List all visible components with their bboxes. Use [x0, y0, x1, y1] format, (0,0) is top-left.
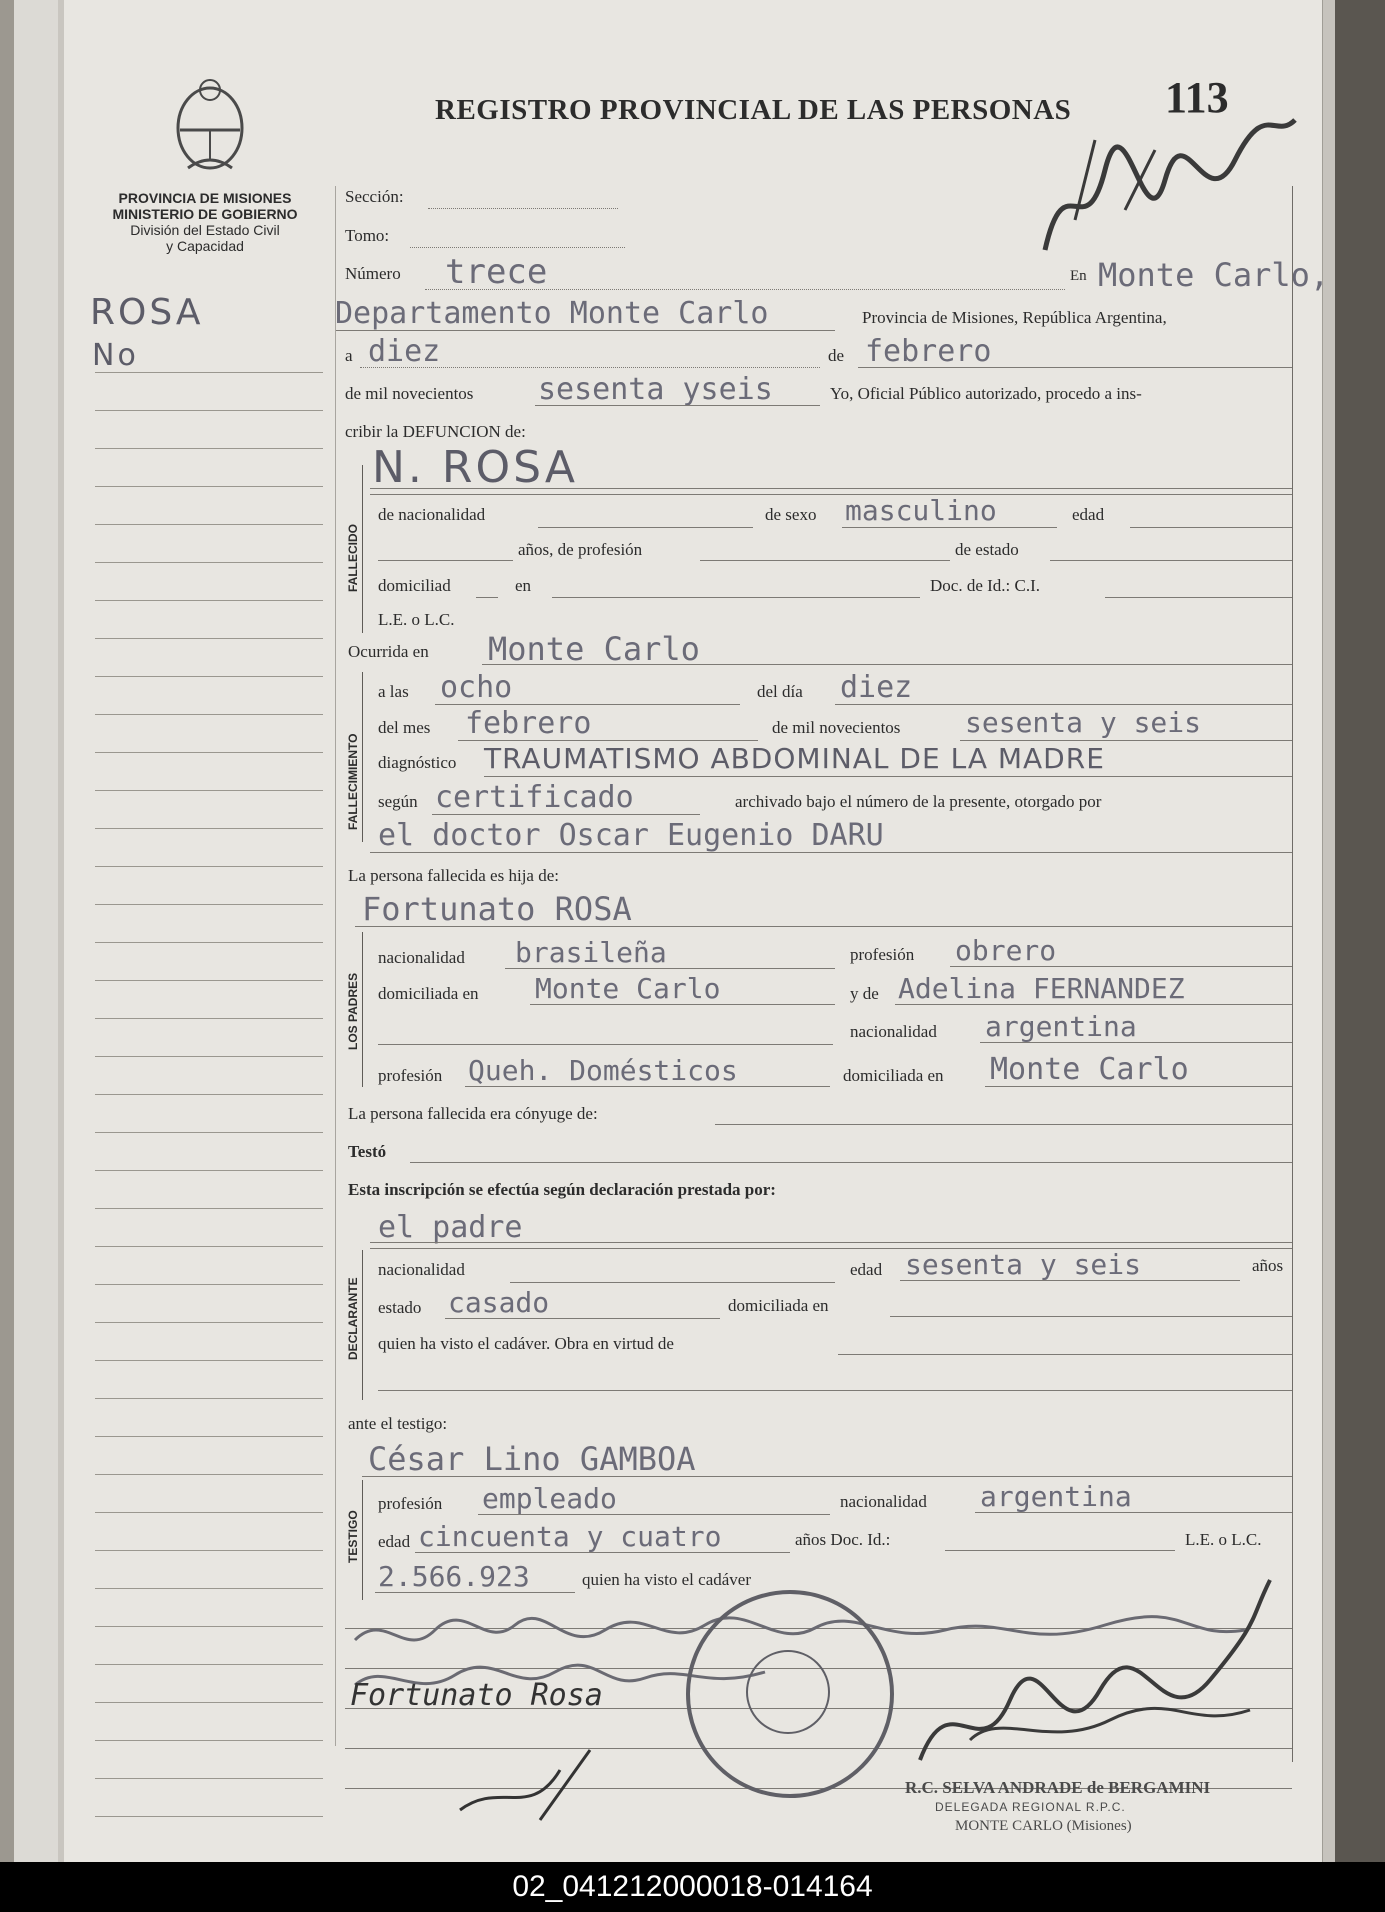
- label-de-estado: de estado: [955, 540, 1019, 559]
- label-domiciliada-madre: domiciliada en: [843, 1066, 944, 1085]
- value-departamento: Departamento Monte Carlo: [335, 296, 769, 331]
- label-cribir: cribir la DEFUNCION de:: [345, 422, 526, 441]
- margin-ruled-line: [95, 1360, 323, 1361]
- page-number: 113: [1165, 73, 1229, 122]
- margin-ruled-line: [95, 942, 323, 943]
- margin-ruled-line: [95, 1094, 323, 1095]
- value-testigo: César Lino GAMBOA: [368, 1440, 696, 1478]
- fallecido-bracket: [362, 465, 363, 633]
- segun-line: [432, 814, 700, 815]
- label-ocurrida-en: Ocurrida en: [348, 642, 429, 661]
- label-nacionalidad-padre: nacionalidad: [378, 948, 465, 967]
- margin-ruled-line: [95, 1626, 323, 1627]
- value-diagnostico: TRAUMATISMO ABDOMINAL DE LA MADRE: [484, 742, 1105, 775]
- label-domiciliada-padre: domiciliada en: [378, 984, 479, 1003]
- nacionalidad-testigo-line: [975, 1512, 1292, 1513]
- value-nombre-fallecido: N. ROSA: [372, 442, 578, 493]
- departamento-line: [335, 330, 835, 331]
- margin-ruled-line: [95, 980, 323, 981]
- label-de-sexo: de sexo: [765, 505, 817, 524]
- label-del-dia: del día: [757, 682, 803, 701]
- label-edad-testigo: edad: [378, 1532, 411, 1551]
- label-quien-visto: quien ha visto el cadáver. Obra en virtud de: [378, 1334, 674, 1353]
- label-anos-declarante: años: [1252, 1256, 1284, 1275]
- domicilio-line: [552, 597, 920, 598]
- margin-ruled-line: [95, 1702, 323, 1703]
- label-oficial: Yo, Oficial Público autorizado, procedo a ins-: [830, 384, 1142, 403]
- label-le-lc: L.E. o L.C.: [378, 610, 455, 629]
- label-le-lc-testigo: L.E. o L.C.: [1185, 1530, 1262, 1549]
- fallecido-section-label: FALLECIDO: [346, 524, 360, 592]
- department-province: PROVINCIA DE MISIONES: [118, 190, 292, 206]
- department-capacity: y Capacidad: [166, 238, 244, 254]
- page-gutter: [58, 0, 64, 1862]
- right-margin-rule: [1292, 186, 1293, 1762]
- label-ante-testigo: ante el testigo:: [348, 1414, 448, 1433]
- label-nacionalidad-madre: nacionalidad: [850, 1022, 937, 1041]
- label-edad-declarante: edad: [850, 1260, 883, 1279]
- diagnostico-line: [484, 776, 1292, 777]
- label-edad: edad: [1072, 505, 1105, 524]
- label-del-mes: del mes: [378, 718, 431, 737]
- numero-line: [425, 289, 1065, 290]
- value-profesion-madre: Queh. Domésticos: [468, 1054, 738, 1087]
- dia-line: [360, 367, 820, 368]
- declarante-line: [370, 1242, 1292, 1243]
- mes-line: [858, 367, 1292, 368]
- book-binding-edge: [0, 0, 14, 1862]
- declarante-bracket: [362, 1250, 363, 1400]
- registrar-signature-top: [1035, 100, 1305, 260]
- value-firma-declarante: Fortunato Rosa: [350, 1678, 603, 1713]
- value-edad-declarante: sesenta y seis: [905, 1248, 1142, 1281]
- margin-ruled-line: [95, 1398, 323, 1399]
- profesion-testigo-line: [478, 1514, 830, 1515]
- label-archivado: archivado bajo el número de la presente, otorgado por: [735, 792, 1102, 811]
- value-nacionalidad-padre: brasileña: [515, 936, 667, 969]
- estado-declarante-line: [445, 1318, 720, 1319]
- witness-signature: [440, 1740, 640, 1830]
- value-anio: sesenta yseis: [538, 372, 773, 407]
- margin-ruled-line: [95, 904, 323, 905]
- value-medico: el doctor Oscar Eugenio DARU: [378, 818, 884, 853]
- fallecimiento-bracket: [362, 672, 363, 842]
- margin-ruled-line: [95, 866, 323, 867]
- margin-ruled-line: [95, 828, 323, 829]
- label-nacionalidad-testigo: nacionalidad: [840, 1492, 927, 1511]
- label-de-mil: de mil novecientos: [345, 384, 474, 403]
- margin-ruled-line: [95, 1664, 323, 1665]
- padres-extra-line: [378, 1044, 833, 1045]
- margin-ruled-line: [95, 1208, 323, 1209]
- testigo-section-label: TESTIGO: [346, 1510, 360, 1563]
- profesion-padre-line: [950, 966, 1292, 967]
- anio-fallecimiento-line: [960, 740, 1292, 741]
- value-estado-declarante: casado: [448, 1286, 550, 1319]
- margin-ruled-line: [95, 1018, 323, 1019]
- official-seal-center: [746, 1650, 830, 1734]
- label-tomo: Tomo:: [345, 226, 390, 245]
- medico-line: [370, 852, 1292, 853]
- label-provincia: Provincia de Misiones, República Argentina,: [862, 308, 1167, 327]
- label-domiciliada-declarante: domiciliada en: [728, 1296, 829, 1315]
- label-a-las: a las: [378, 682, 409, 701]
- nacionalidad-madre-line: [980, 1042, 1292, 1043]
- label-conyuge: La persona fallecida era cónyuge de:: [348, 1104, 598, 1123]
- margin-ruled-line: [95, 1170, 323, 1171]
- value-domicilio-madre: Monte Carlo: [990, 1052, 1189, 1087]
- label-profesion-madre: profesión: [378, 1066, 443, 1085]
- label-profesion-padre: profesión: [850, 945, 915, 964]
- value-segun: certificado: [435, 780, 634, 815]
- margin-ruled-line: [95, 372, 323, 373]
- margin-ruled-line: [95, 676, 323, 677]
- nombre-line: [370, 488, 1292, 489]
- domicilio-padre-line: [530, 1004, 835, 1005]
- margin-surname: ROSA: [90, 292, 204, 333]
- edad-declarante-line: [900, 1280, 1240, 1281]
- margin-ruled-line: [95, 1436, 323, 1437]
- label-en-domicilio: en: [515, 576, 532, 595]
- doc-testigo-line: [945, 1550, 1175, 1551]
- margin-ruled-line: [95, 1322, 323, 1323]
- domiciliad-suffix-line: [476, 597, 498, 598]
- value-profesion-padre: obrero: [955, 934, 1057, 967]
- margin-ruled-line: [95, 1474, 323, 1475]
- domicilio-madre-line: [985, 1086, 1292, 1087]
- anio-line: [535, 405, 820, 406]
- value-dia-fallecimiento: diez: [840, 670, 913, 705]
- margin-ruled-line: [95, 600, 323, 601]
- profesion-madre-line: [465, 1086, 830, 1087]
- seccion-line: [428, 208, 618, 209]
- label-anos-doc: años Doc. Id.:: [795, 1530, 891, 1549]
- label-y-de: y de: [850, 984, 879, 1003]
- label-testo: Testó: [348, 1142, 387, 1161]
- registrar-title-stamp: DELEGADA REGIONAL R.P.C.: [935, 1800, 1126, 1814]
- anos-line: [378, 560, 513, 561]
- mes-fallecimiento-line: [458, 740, 758, 741]
- margin-ruled-line: [95, 1284, 323, 1285]
- margin-ruled-line: [95, 1246, 323, 1247]
- label-hija-de: La persona fallecida es hija de:: [348, 866, 559, 885]
- margin-ruled-line: [95, 1740, 323, 1741]
- department-division: División del Estado Civil: [130, 222, 280, 238]
- label-doc-id: Doc. de Id.: C.I.: [930, 576, 1041, 595]
- label-estado-declarante: estado: [378, 1298, 422, 1317]
- margin-given-name: No: [92, 338, 139, 373]
- value-ocurrida: Monte Carlo: [488, 630, 700, 668]
- label-en: En: [1070, 268, 1087, 284]
- label-nacionalidad-declarante: nacionalidad: [378, 1260, 465, 1279]
- nacionalidad-line: [538, 527, 753, 528]
- nacionalidad-declarante-line: [510, 1282, 835, 1283]
- label-de-nacionalidad: de nacionalidad: [378, 505, 486, 524]
- margin-ruled-line: [95, 1816, 323, 1817]
- declarante-line-2: [370, 1248, 1292, 1249]
- margin-ruled-line: [95, 448, 323, 449]
- ocurrida-line: [482, 664, 1292, 665]
- label-profesion-testigo: profesión: [378, 1494, 443, 1513]
- value-profesion-testigo: empleado: [482, 1482, 617, 1515]
- value-sexo: masculino: [845, 494, 997, 527]
- margin-ruled-line: [95, 1550, 323, 1551]
- fallecimiento-section-label: FALLECIMIENTO: [346, 733, 360, 830]
- sexo-line: [842, 527, 1057, 528]
- value-madre: Adelina FERNANDEZ: [898, 972, 1185, 1005]
- department-block: [80, 190, 330, 254]
- registrar-signature-bottom: [910, 1560, 1280, 1790]
- previous-page-edge: [14, 0, 60, 1862]
- label-inscripcion: Esta inscripción se efectúa según declaración prestada por:: [348, 1180, 776, 1199]
- dia-fallecimiento-line: [835, 704, 1292, 705]
- margin-ruled-line: [95, 1778, 323, 1779]
- margin-ruled-line: [95, 524, 323, 525]
- label-numero: Número: [345, 264, 401, 283]
- value-hora: ocho: [440, 670, 513, 705]
- value-edad-testigo: cincuenta y cuatro: [418, 1520, 722, 1553]
- margin-ruled-line: [95, 562, 323, 563]
- margin-ruled-line: [95, 486, 323, 487]
- edad-line: [1130, 527, 1292, 528]
- label-de: de: [828, 346, 845, 365]
- value-dia: diez: [368, 334, 441, 369]
- coat-of-arms-icon: [168, 72, 252, 176]
- declarante-section-label: DECLARANTE: [346, 1277, 360, 1360]
- obra-line: [838, 1354, 1292, 1355]
- padre-line: [355, 926, 1292, 927]
- domicilio-declarante-line: [890, 1316, 1292, 1317]
- label-seccion: Sección:: [345, 187, 404, 206]
- margin-ruled-line: [95, 752, 323, 753]
- padres-section-label: LOS PADRES: [346, 972, 360, 1050]
- margin-ruled-line: [95, 1132, 323, 1133]
- testigo-line: [362, 1476, 1292, 1477]
- image-id-bar: 02_041212000018-014164: [0, 1862, 1385, 1912]
- margin-ruled-line: [95, 410, 323, 411]
- label-quien-visto-testigo: quien ha visto el cadáver: [582, 1570, 751, 1589]
- registrar-location-stamp: MONTE CARLO (Misiones): [955, 1818, 1132, 1834]
- registrar-name-stamp: R.C. SELVA ANDRADE de BERGAMINI: [905, 1778, 1211, 1797]
- nombre-line-2: [370, 494, 1292, 495]
- margin-ruled-line: [95, 1512, 323, 1513]
- tomo-line: [410, 247, 625, 248]
- value-anio-fallecimiento: sesenta y seis: [965, 706, 1202, 739]
- value-padre: Fortunato ROSA: [362, 890, 632, 928]
- value-nacionalidad-madre: argentina: [985, 1010, 1137, 1043]
- background-surface: [1335, 0, 1385, 1862]
- estado-line: [1050, 560, 1292, 561]
- doc-line: [1105, 597, 1292, 598]
- value-domicilio-padre: Monte Carlo: [535, 972, 721, 1005]
- doc-numero-line: [375, 1592, 575, 1593]
- value-mes: febrero: [865, 334, 992, 369]
- label-de-mil-novecientos: de mil novecientos: [772, 718, 901, 737]
- margin-ruled-line: [95, 714, 323, 715]
- profesion-line: [700, 560, 950, 561]
- nacionalidad-padre-line: [505, 968, 835, 969]
- margin-ruled-line: [95, 1588, 323, 1589]
- label-anos-profesion: años, de profesión: [518, 540, 643, 559]
- label-a: a: [345, 346, 353, 365]
- margin-ruled-line: [95, 1056, 323, 1057]
- madre-line: [895, 1004, 1292, 1005]
- label-segun: según: [378, 792, 418, 811]
- value-declarante: el padre: [378, 1210, 523, 1245]
- page-title: REGISTRO PROVINCIAL DE LAS PERSONAS: [435, 94, 1072, 126]
- label-diagnostico: diagnóstico: [378, 753, 457, 772]
- value-en-lugar: Monte Carlo,: [1098, 256, 1330, 294]
- margin-ruled-line: [95, 790, 323, 791]
- label-domiciliad: domiciliad: [378, 576, 451, 595]
- testo-line: [410, 1162, 1292, 1163]
- value-nacionalidad-testigo: argentina: [980, 1480, 1132, 1513]
- edad-testigo-line: [415, 1552, 790, 1553]
- hora-line: [435, 704, 740, 705]
- value-doc-testigo: 2.566.923: [378, 1560, 530, 1593]
- testigo-bracket: [362, 1480, 363, 1600]
- margin-ruled-line: [95, 638, 323, 639]
- conyuge-line: [715, 1124, 1292, 1125]
- left-content-rule: [335, 186, 336, 1746]
- value-mes-fallecimiento: febrero: [465, 706, 592, 741]
- obra-extra-line: [378, 1390, 1292, 1391]
- value-numero: trece: [445, 252, 548, 292]
- padres-bracket: [362, 932, 363, 1087]
- department-ministry: MINISTERIO DE GOBIERNO: [112, 206, 298, 222]
